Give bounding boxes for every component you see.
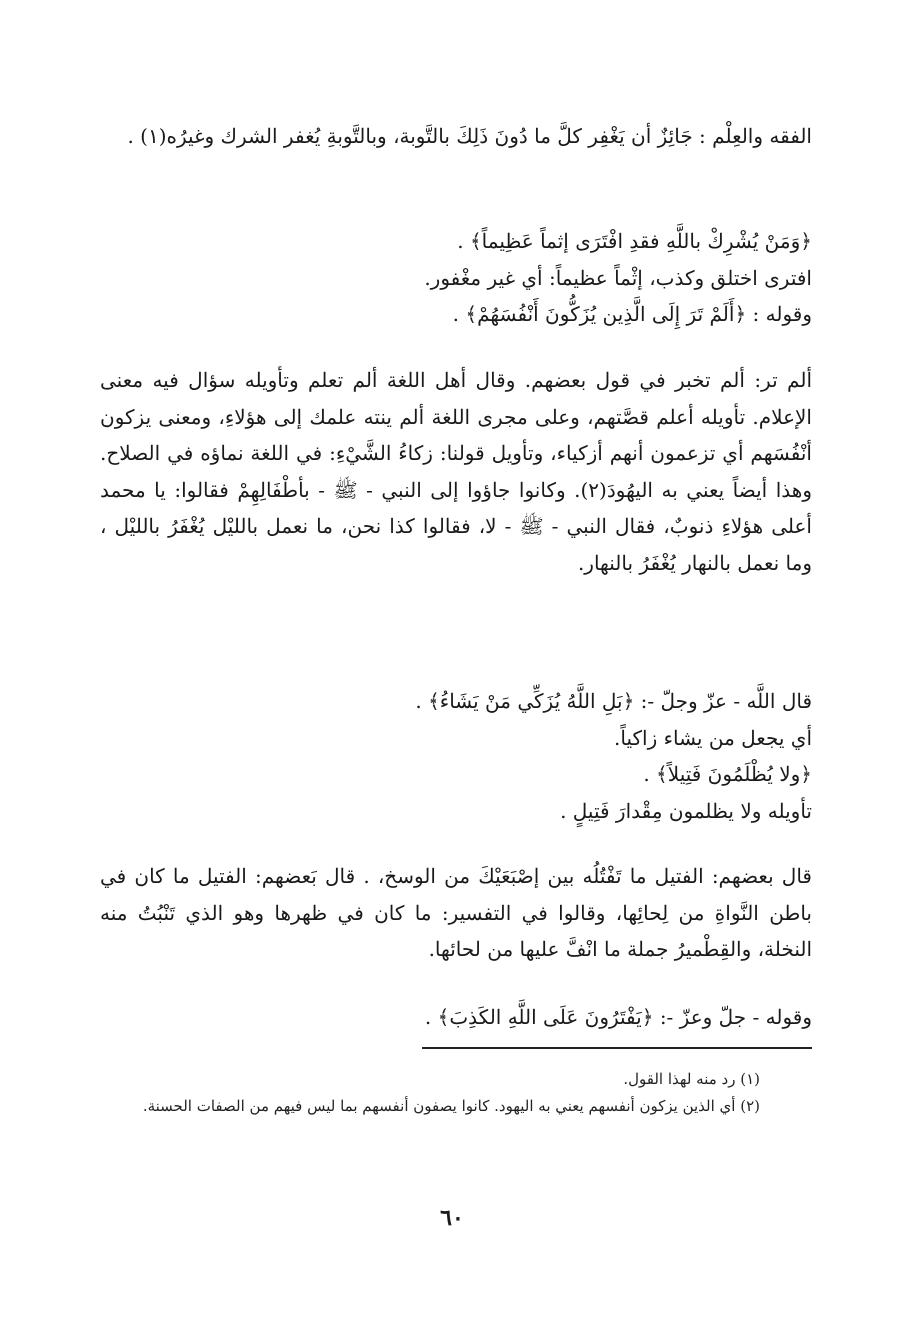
paragraph-fiqh xyxy=(100,118,812,155)
quran-verse: قال اللَّه - عزّ وجلّ -: ﴿بَلِ اللَّهُ يُزَكِّي مَنْ يَشَاءُ﴾ . xyxy=(415,689,812,713)
footnote-divider xyxy=(422,1047,812,1049)
paragraph-text: قال بعضهم: الفتيل ما تَفْتُلُه بين إصْبَعَيْكَ من الوسخ، . قال بَعضهم: الفتيل ما كان في باطن النَّواةِ من لِحائِها، وقالوا في التفسير: ما كان في ظهرها وهو الذي تَنْبُتُ منه النخلة، والقِطْميرُ جملة ما انْفَّ عليها من لحائها. xyxy=(100,864,812,961)
quran-verse: وقوله : ﴿أَلَمْ تَرَ إِلَى الَّذِين يُزَكُّونَ أَنْفُسَهُمْ﴾ . xyxy=(452,302,812,326)
quran-verse: وقوله - جلّ وعزّ -: ﴿يَفْتَرُونَ عَلَى اللَّهِ الكَذِبَ﴾ . xyxy=(424,1005,812,1029)
verses-group-1 xyxy=(100,223,812,333)
paragraph-text: الفقه والعِلْم : جَائِزٌ أن يَغْفِر كلَّ ما دُونَ ذَلِكَ بالتَّوبة، وبالتَّوبةِ يُغفر الشرك وغيرُه(١) . xyxy=(127,124,812,148)
quran-verse: ﴿وَمَنْ يُشْرِكْ باللَّهِ فقدِ افْتَرَى إثماً عَظِيماً﴾ . xyxy=(457,229,812,253)
footnote-2: (٢) أي الذين يزكون أنفسهم يعني به اليهود. كانوا يصفون أنفسهم بما ليس فيهم من الصفات الحسنة. xyxy=(142,1097,760,1115)
footnotes xyxy=(100,1066,760,1120)
paragraph-text: ألم تر: ألم تخبر في قول بعضهم. وقال أهل اللغة ألم تعلم وتأويله سؤال فيه معنى الإعلام. تأويله أعلم قصَّتهم، وعلى مجرى اللغة ألم ينته علمك إلى هؤلاءِ، ومعنى يزكون أنْفُسَهم أي تزعمون أنهم أزكياء، وتأويل قولنا: زكاءُ الشَّيْءِ: في اللغة نماؤه في الصلاح. وهذا أيضاً يعني به اليهُودَ(٢). وكانوا جاؤوا إلى النبي - ﷺ - بأطْفَالِهِمْ فقالوا: يا محمد أعلى هؤلاءِ ذنوبٌ، فقال النبي - ﷺ - لا، فقالوا كذا نحن، ما نعمل بالليْل يُغْفَرُ بالليْل ، وما نعمل بالنهار يُغْفَرُ بالنهار. xyxy=(100,368,813,575)
footnote-1: (١) رد منه لهذا القول. xyxy=(623,1070,760,1088)
verses-group-3 xyxy=(100,999,812,1036)
verse-commentary: أي يجعل من يشاء زاكياً. xyxy=(614,725,812,750)
verse-commentary: افترى اختلق وكذب، إثْماً عظيماً: أي غير مغْفور. xyxy=(424,265,812,290)
verse-commentary: تأويله ولا يظلمون مِقْدارَ فَتِيلٍ . xyxy=(560,798,812,823)
verses-group-2 xyxy=(100,683,812,829)
quran-verse: ﴿ولا يُظْلَمُونَ فَتِيلاً﴾ . xyxy=(643,762,812,786)
page-number: ٦٠ xyxy=(440,1205,464,1231)
paragraph-fatil xyxy=(100,858,812,968)
paragraph-alam-tara xyxy=(100,362,812,581)
